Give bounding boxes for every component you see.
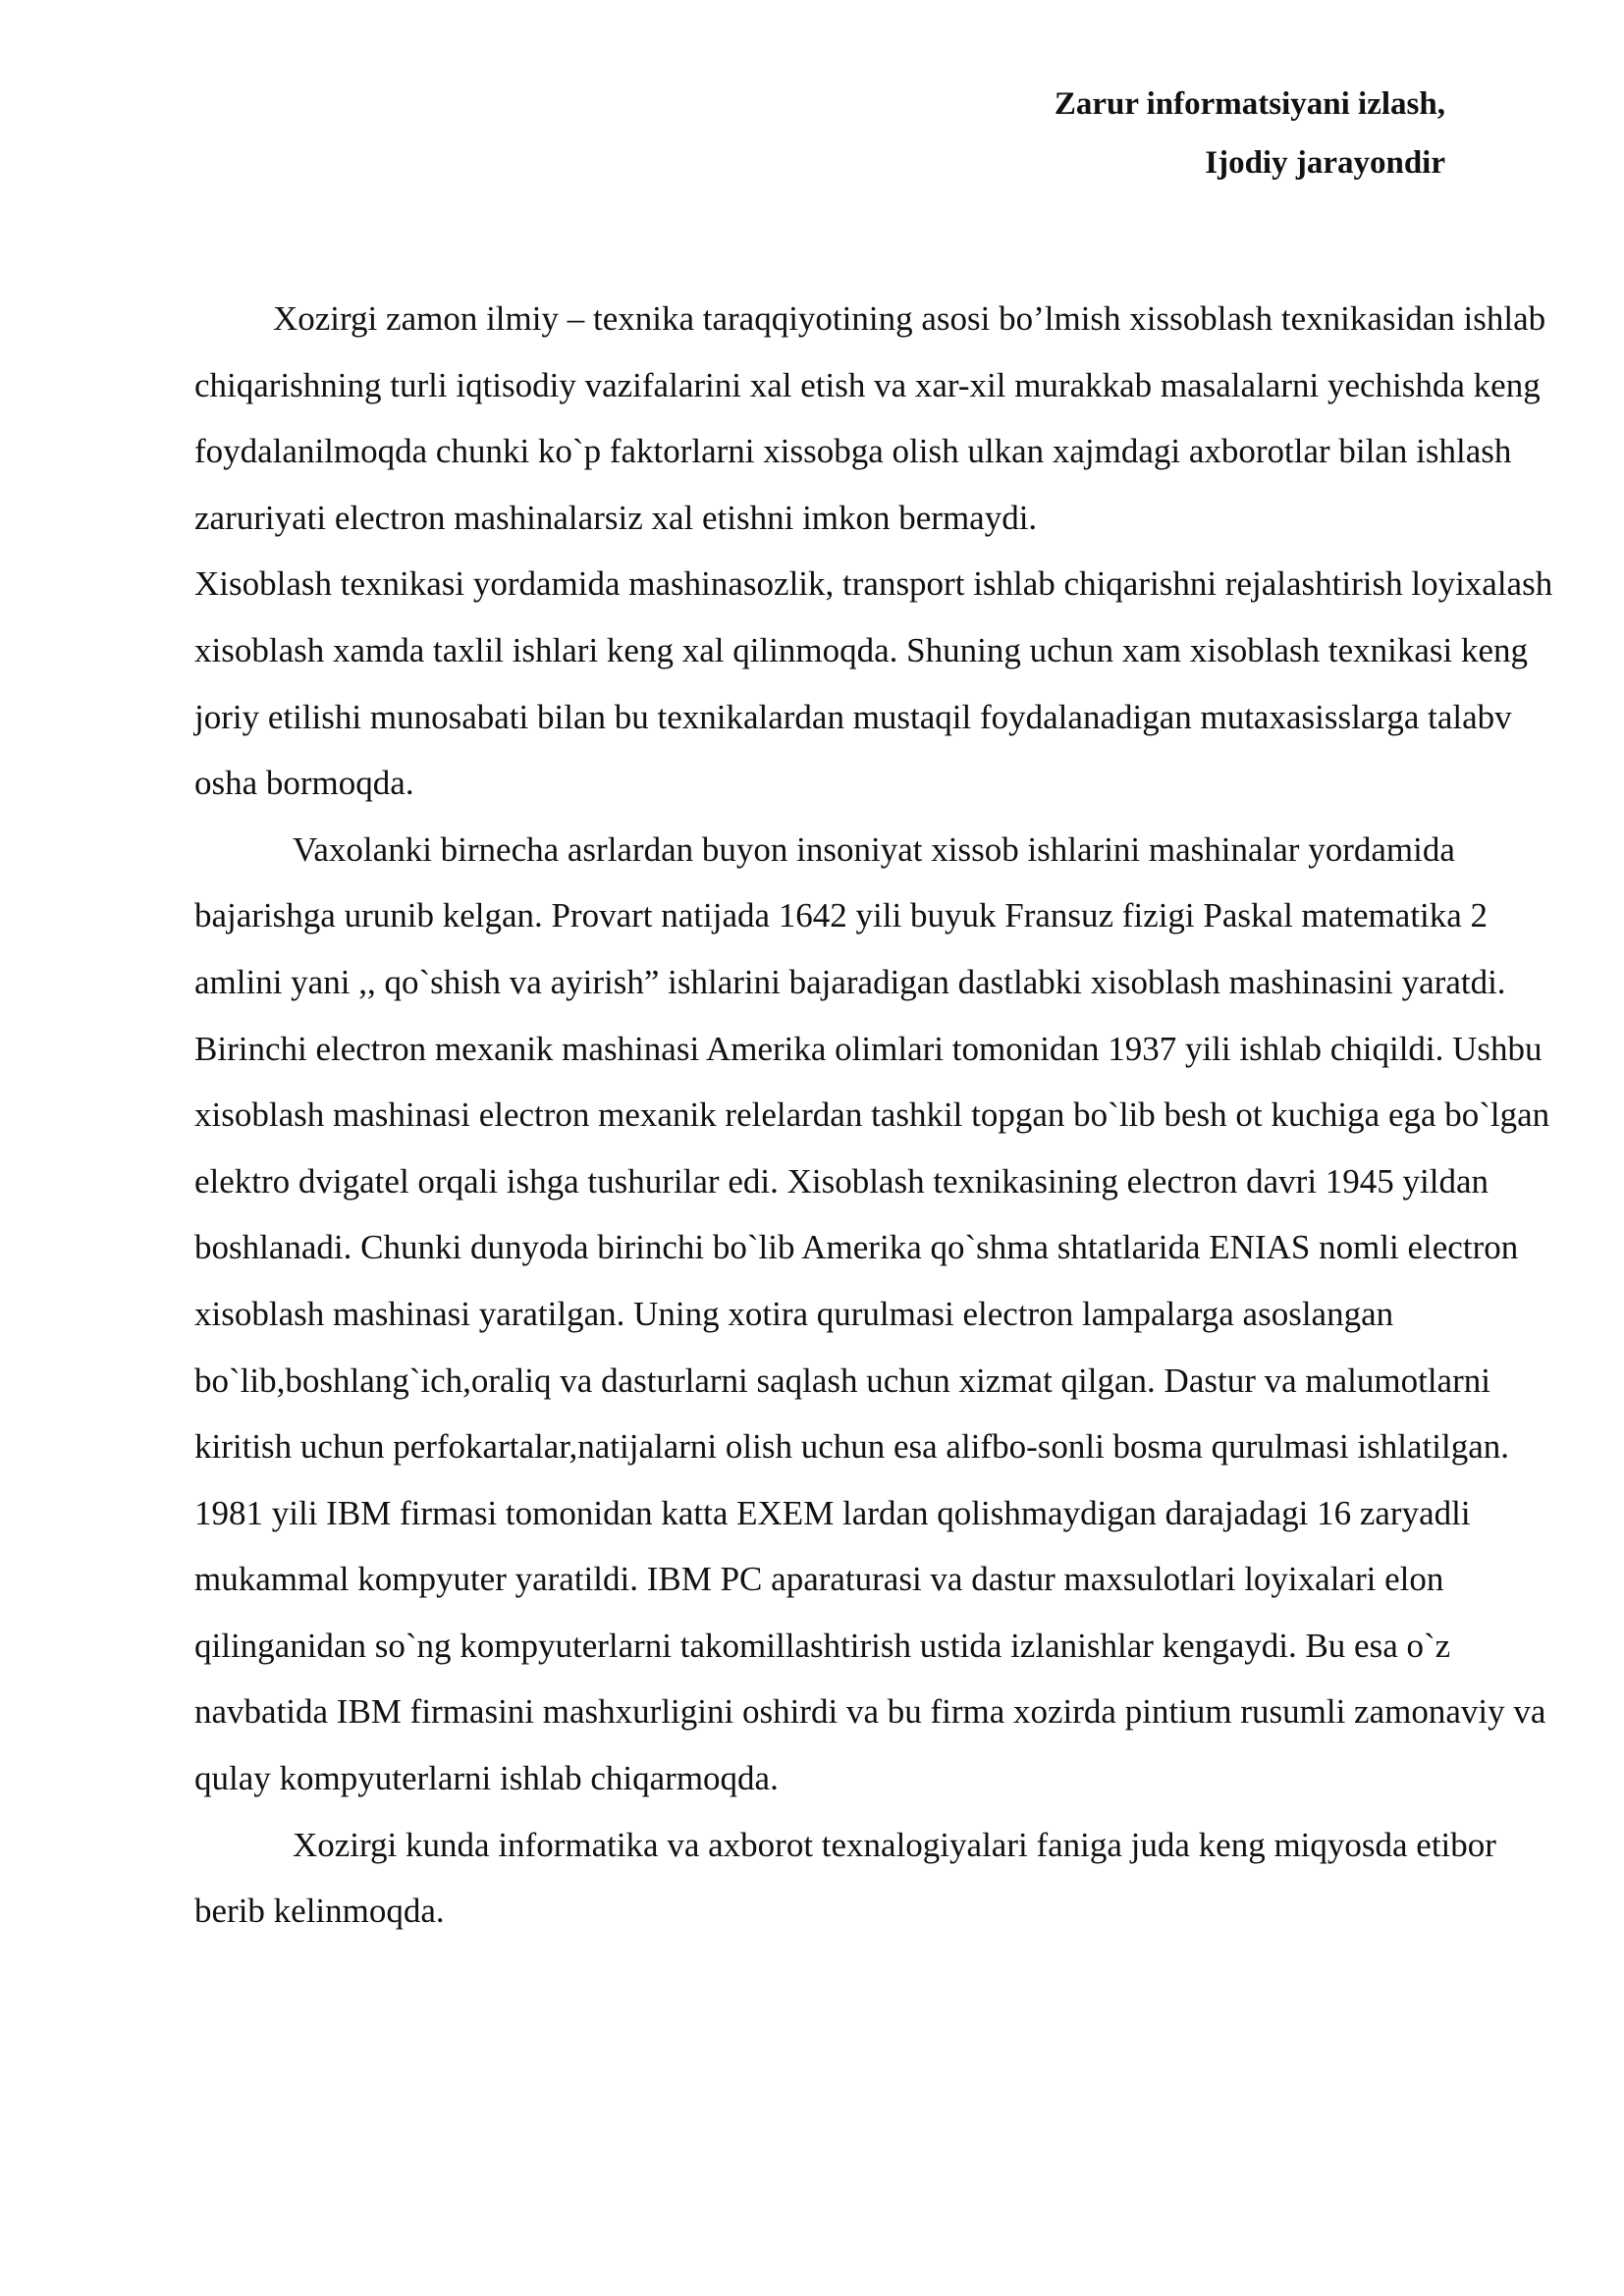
paragraph-4: Birinchi electron mexanik mashinasi Amerika olimlari tomonidan 1937 yili ishlab chiqildi. Ushbu xisoblash mashinasi electron mexanik relelardan tashkil topgan bo`lib besh ot kuchiga ega bo`lgan elektro dvigatel orqali ishga tushurilar edi. Xisoblash texnikasining electron davri 1945 yildan boshlanadi. Chunki dunyoda birinchi bo`lib Amerika qo`shma shtatlarida ENIAS nomli electron xisoblash mashinasi yaratilgan. Uning xotira qurulmasi electron lampalarga asoslangan bo`lib,boshlang`ich,oraliq va dasturlarni saqlash uchun xizmat qilgan. Dastur va malumotlarni kiritish uchun perfokartalar,natijalarni olish uchun esa alifbo-sonli bosma qurulmasi ishlatilgan. 1981 yili IBM firmasi tomonidan katta EXEM lardan qolishmaydigan darajadagi 16 zaryadli mukammal kompyuter yaratildi. IBM PC aparaturasi va dastur maxsulotlari loyixalari elon qilinganidan so`ng kompyuterlarni takomillashtirish ustida izlanishlar kengaydi. Bu esa o`z navbatida IBM firmasini mashxurligini oshirdi va bu firma xozirda pintium rusumli zamonaviy va qulay kompyuterlarni ishlab chiqarmoqda. [194, 1029, 1550, 1798]
document-body [194, 286, 1559, 1945]
paragraph-2: Xisoblash texnikasi yordamida mashinasozlik, transport ishlab chiqarishni rejalashtirish loyixalash xisoblash xamda taxlil ishlari keng xal qilinmoqda. Shuning uchun xam xisoblash texnikasi keng joriy etilishi munosabati bilan bu texnikalardan mustaqil foydalanadigan mutaxasisslarga talabv osha bormoqda. [194, 564, 1553, 803]
paragraph-5: Xozirgi kunda informatika va axborot texnalogiyalari faniga juda keng miqyosda etibor berib kelinmoqda. [194, 1825, 1496, 1931]
paragraph-3: Vaxolanki birnecha asrlardan buyon insoniyat xissob ishlarini mashinalar yordamida bajarishga urunib kelgan. Provart natijada 1642 yili buyuk Fransuz fizigi Paskal matematika 2 amlini yani ,, qo`shish va ayirish” ishlarini bajaradigan dastlabki xisoblash mashinasini yaratdi. [194, 829, 1506, 1001]
epigraph [1055, 75, 1445, 192]
paragraph-1: Xozirgi zamon ilmiy – texnika taraqqiyotining asosi bo’lmish xissoblash texnikasidan ishlab chiqarishning turli iqtisodiy vazifalarini xal etish va xar-xil murakkab masalalarni yechishda keng foydalanilmoqda chunki ko`p faktorlarni xissobga olish ulkan xajmdagi axborotlar bilan ishlash zaruriyati electron mashinalarsiz xal etishni imkon bermaydi. [194, 299, 1546, 537]
epigraph-line-2: Ijodiy jarayondir [1205, 145, 1445, 181]
epigraph-line-1: Zarur informatsiyani izlash, [1054, 86, 1445, 122]
